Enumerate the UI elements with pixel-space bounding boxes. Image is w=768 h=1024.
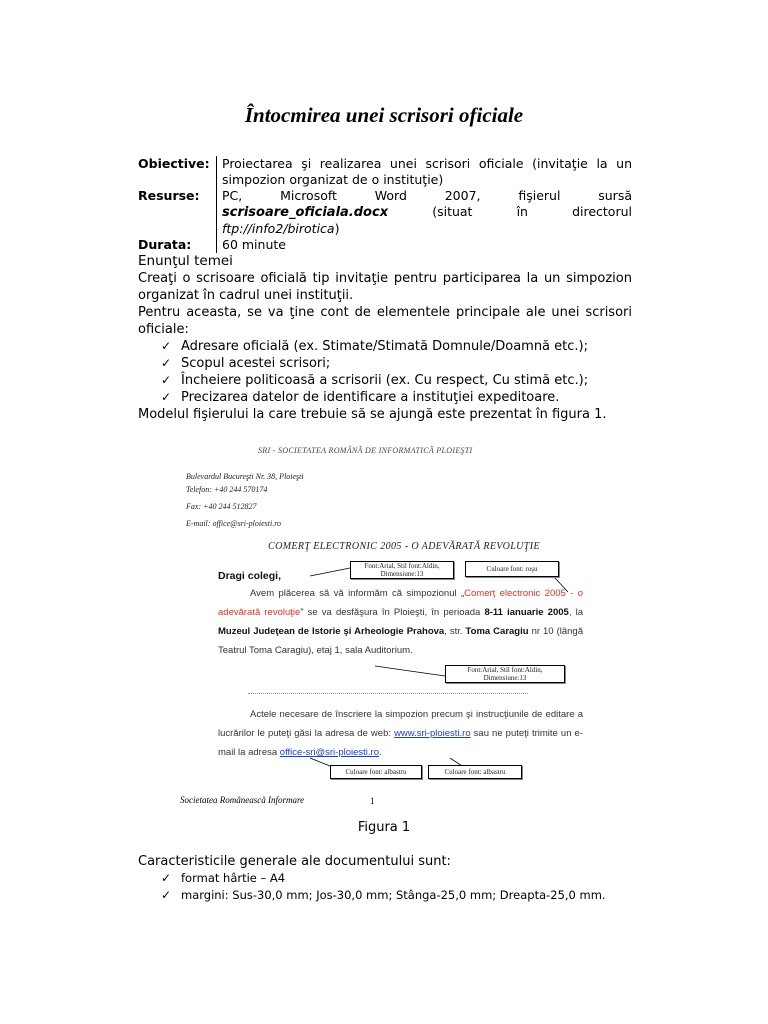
resources-dir: ftp://info2/birotica xyxy=(222,221,335,236)
task-section xyxy=(138,253,632,423)
l1-red-text: Comerţ electronic 2005 - o adevărată revoluţie xyxy=(218,588,583,618)
callout-blue-1: Culoare font: albastru xyxy=(330,765,422,779)
document-title: Întocmirea unei scrisori oficiale xyxy=(244,103,524,127)
callout-font-2: Font:Arial, Stil font:Aldin, Dimensiune:13 xyxy=(445,665,565,683)
duration-label: Durata: xyxy=(138,237,192,252)
list-item: ✓ format hârtie – A4 xyxy=(161,870,632,887)
list-item: ✓ Adresare oficială (ex. Stimate/Stimată Domnule/Doamnă etc.); xyxy=(161,338,632,355)
objectives-row xyxy=(138,156,632,188)
greeting-text: Dragi colegi, xyxy=(218,570,282,582)
resources-label: Resurse: xyxy=(138,188,200,203)
duration-row xyxy=(138,237,632,253)
characteristics-list xyxy=(138,870,632,904)
list-item: ✓ Încheiere politicoasă a scrisorii (ex. Cu respect, Cu stimă etc.); xyxy=(161,372,632,389)
letter-paragraph-1 xyxy=(218,584,583,660)
l1-text-c: , la xyxy=(568,607,583,618)
callout-red: Culoare font: roşu xyxy=(465,561,559,577)
letter-fax: Fax: +40 244 512827 xyxy=(186,502,257,511)
letter-footer: Societatea Românească Informare xyxy=(180,795,305,805)
letterhead-title: SRI - SOCIETATEA ROMÂNĂ DE INFORMATICĂ PLOIEŞTI xyxy=(258,446,473,455)
resources-text-a: PC, Microsoft Word 2007, fişierul sursă xyxy=(222,188,632,203)
task-paragraph-3: Modelul fişierului la care trebuie să se ajungă este prezentat în figura 1. xyxy=(138,407,607,422)
callout-font-1: Font:Arial, Stil font:Aldin, Dimensiune:13 xyxy=(350,561,454,579)
characteristics-section xyxy=(138,853,632,904)
l1-street: Toma Caragiu xyxy=(465,626,529,637)
resources-file: scrisoare_oficiala.docx xyxy=(222,205,389,220)
letter-page-number: 1 xyxy=(370,796,375,806)
section-heading: Enunţul temei xyxy=(138,253,233,269)
list-item: ✓ Precizarea datelor de identificare a instituţiei expeditoare. xyxy=(161,389,632,406)
callout-blue-2: Culoare font: albastru xyxy=(428,765,522,779)
characteristics-intro: Caracteristicile generale ale documentului sunt: xyxy=(138,854,451,869)
resources-value xyxy=(216,188,632,237)
task-paragraph-2: Pentru aceasta, se va ţine cont de elementele principale ale unei scrisori oficiale: xyxy=(138,305,632,337)
l1-dates: 8-11 ianuarie 2005 xyxy=(484,607,569,618)
email-link[interactable]: office-sri@sri-ploiesti.ro xyxy=(279,747,379,758)
objectives-value: Proiectarea şi realizarea unei scrisori oficiale (invitaţie la un simpozion organizat de o instituţie) xyxy=(216,156,632,188)
letter-phone: Telefon: +40 244 570174 xyxy=(186,485,268,494)
letter-address: Bulevardul Bucureşti Nr. 38, Ploieşti xyxy=(186,472,304,481)
metadata-table xyxy=(138,156,632,253)
l1-museum: Muzeul Judeţean de Istorie şi Arheologie Prahova xyxy=(218,626,445,637)
l1-text-a: Avem plăcerea să vă informăm că simpozionul „ xyxy=(250,588,465,599)
resources-row xyxy=(138,188,632,237)
requirements-list xyxy=(138,338,632,406)
task-paragraph-1: Creaţi o scrisoare oficială tip invitaţie pentru participarea la un simpozion organizat în cadrul unei instituţii. xyxy=(138,271,632,303)
l1-text-d: , str. xyxy=(444,626,466,637)
l2-text-c: . xyxy=(379,747,382,758)
l1-text-b: ” se va desfăşura în Ploieşti, în perioada xyxy=(300,607,485,618)
list-item: ✓ margini: Sus-30,0 mm; Jos-30,0 mm; Stânga-25,0 mm; Dreapta-25,0 mm. xyxy=(161,887,632,904)
web-link[interactable]: www.sri-ploiesti.ro xyxy=(394,728,471,739)
resources-text-b: (situat în directorul xyxy=(432,204,632,219)
letter-paragraph-2 xyxy=(218,705,583,762)
letter-heading: COMERŢ ELECTRONIC 2005 - O ADEVĂRATĂ REVOLUŢIE xyxy=(268,541,540,552)
duration-value: 60 minute xyxy=(216,237,632,253)
figure-caption: Figura 1 xyxy=(357,820,411,835)
dotted-separator xyxy=(248,693,528,694)
l2-text-b: sau ne puteţi trimite un e-mail la adresa xyxy=(218,728,583,758)
letter-email: E-mail: office@sri-ploiesti.ro xyxy=(186,519,282,528)
l2-text-a: Actele necesare de înscriere la simpozion precum şi instrucţiunile de editare a lucrărilor le puteţi găsi la adresa de web: xyxy=(218,709,583,739)
objectives-label: Obiective: xyxy=(138,156,210,171)
l1-text-e: nr 10 (lângă Teatrul Toma Caragiu), etaj 1, sala Auditorium. xyxy=(218,626,584,656)
figure-1 xyxy=(180,440,600,820)
list-item: ✓ Scopul acestei scrisori; xyxy=(161,355,632,372)
resources-text-c: ) xyxy=(334,221,340,236)
